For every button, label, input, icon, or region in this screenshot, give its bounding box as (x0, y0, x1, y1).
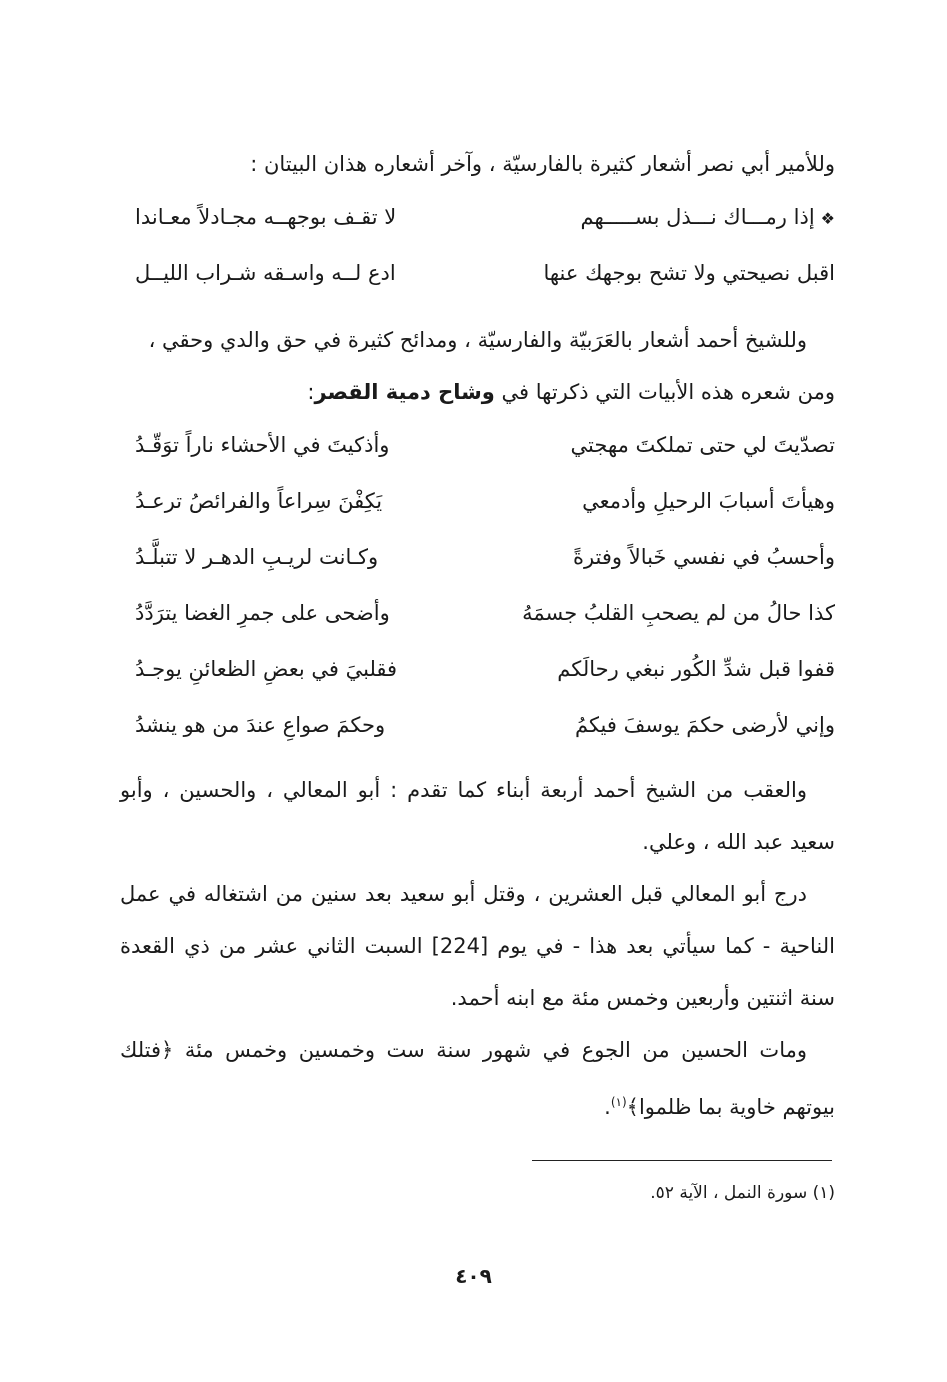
footnote: (١) سورة النمل ، الآية ٥٢. (650, 1183, 835, 1203)
verse-a-2-left: ادع لــه واسـقه شـراب الليــل (135, 261, 396, 285)
footnote-ref: (١) (610, 1095, 627, 1109)
verse-b-1-right: تصدّيتَ لي حتى تملكتَ مهجتي (570, 433, 835, 457)
verse-b-5-right: قفوا قبل شدِّ الكُور نبغي رحالَكم (557, 657, 835, 681)
verse-b-2-left: يَكِفْنَ سِراعاً والفرائصُ ترعـدُ (135, 489, 383, 513)
verse-a-2 (135, 253, 835, 293)
verse-b-6-right: وإني لأرضى حكمَ يوسفَ فيكمُ (574, 713, 835, 737)
paragraph-3: والعقب من الشيخ أحمد أربعة أبناء كما تقدم : أبو المعالي ، والحسين ، وأبو سعيد عبد الله ، وعلي. (120, 778, 835, 854)
verse-b-4-right: كذا حالُ من لم يصحبِ القلبُ جسمَهُ (522, 601, 835, 625)
verse-b-1-left: وأذكيتَ في الأحشاء ناراً توَقّـدُ (135, 433, 390, 457)
paragraph-2-line-1: وللشيخ أحمد أشعار بالعَرَبيّة والفارسيّة ، ومدائح كثيرة في حق والدي وحقي ، (148, 328, 807, 352)
verse-b-2-right: وهيأتَ أسبابَ الرحيلِ وأدمعي (582, 489, 835, 513)
verse-b-1 (135, 425, 835, 465)
paragraph-5: ومات الحسين من الجوع في شهور سنة ست وخمسين وخمس مئة ﴿فتلك بيوتهم خاوية بما ظلموا﴾$^{(١)}$. (120, 1038, 835, 1119)
verse-a-1 (135, 197, 835, 237)
verse-b-3-right: وأحسبُ في نفسي خَبالاً وفترةً (572, 545, 835, 569)
book-title: وشاح دمية القصر (314, 380, 495, 404)
verse-a-1-right: ❖إذا رمـــاك نـــذل بســـــهم (580, 205, 835, 229)
paragraph-5-text: ومات الحسين من الجوع في شهور سنة ست وخمسين وخمس مئة ﴿فتلك بيوتهم خاوية بما ظلموا﴾ (120, 1038, 835, 1119)
verse-a-2-right: اقبل نصيحتي ولا تشح بوجهك عنها (543, 261, 835, 285)
intro-paragraph (120, 138, 835, 190)
paragraph-2 (120, 314, 835, 418)
verse-b-5-left: فقلبيَ في بعضِ الظعائنِ يوجـدُ (135, 657, 398, 681)
verse-b-2 (135, 481, 835, 521)
verse-b-3-left: وكـانت لريـبِ الدهـر لا تتبلَّـدُ (135, 545, 379, 569)
page-number: ٤٠٩ (455, 1264, 492, 1288)
verse-b-5 (135, 649, 835, 689)
paragraph-4: درج أبو المعالي قبل العشرين ، وقتل أبو سعيد بعد سنين من اشتغاله في عمل الناحية - كما سيأتي بعد هذا - في يوم [224] السبت الثاني عشر من ذي القعدة سنة اثنتين وأربعين وخمس مئة مع ابنه أحمد. (120, 882, 835, 1010)
verse-b-4-left: وأضحى على جمرِ الغضا يترَدَّدُ (135, 601, 390, 625)
verse-b-6-left: وحكمَ صواعِ عندَ من هو ينشدُ (135, 713, 386, 737)
footnote-divider (532, 1160, 832, 1161)
verse-b-3 (135, 537, 835, 577)
diamond-bullet-icon: ❖ (820, 209, 835, 228)
intro-text: وللأمير أبي نصر أشعار كثيرة بالفارسيّة ، وآخر أشعاره هذان البيتان : (250, 152, 835, 176)
paragraph-2-line-2: ومن شعره هذه الأبيات التي ذكرتها في وشاح دمية القصر: (307, 380, 835, 404)
verse-b-4 (135, 593, 835, 633)
verse-b-6 (135, 705, 835, 745)
verse-a-1-left: لا تقـف بوجهــه مجـادلاً معـاندا (135, 205, 397, 229)
